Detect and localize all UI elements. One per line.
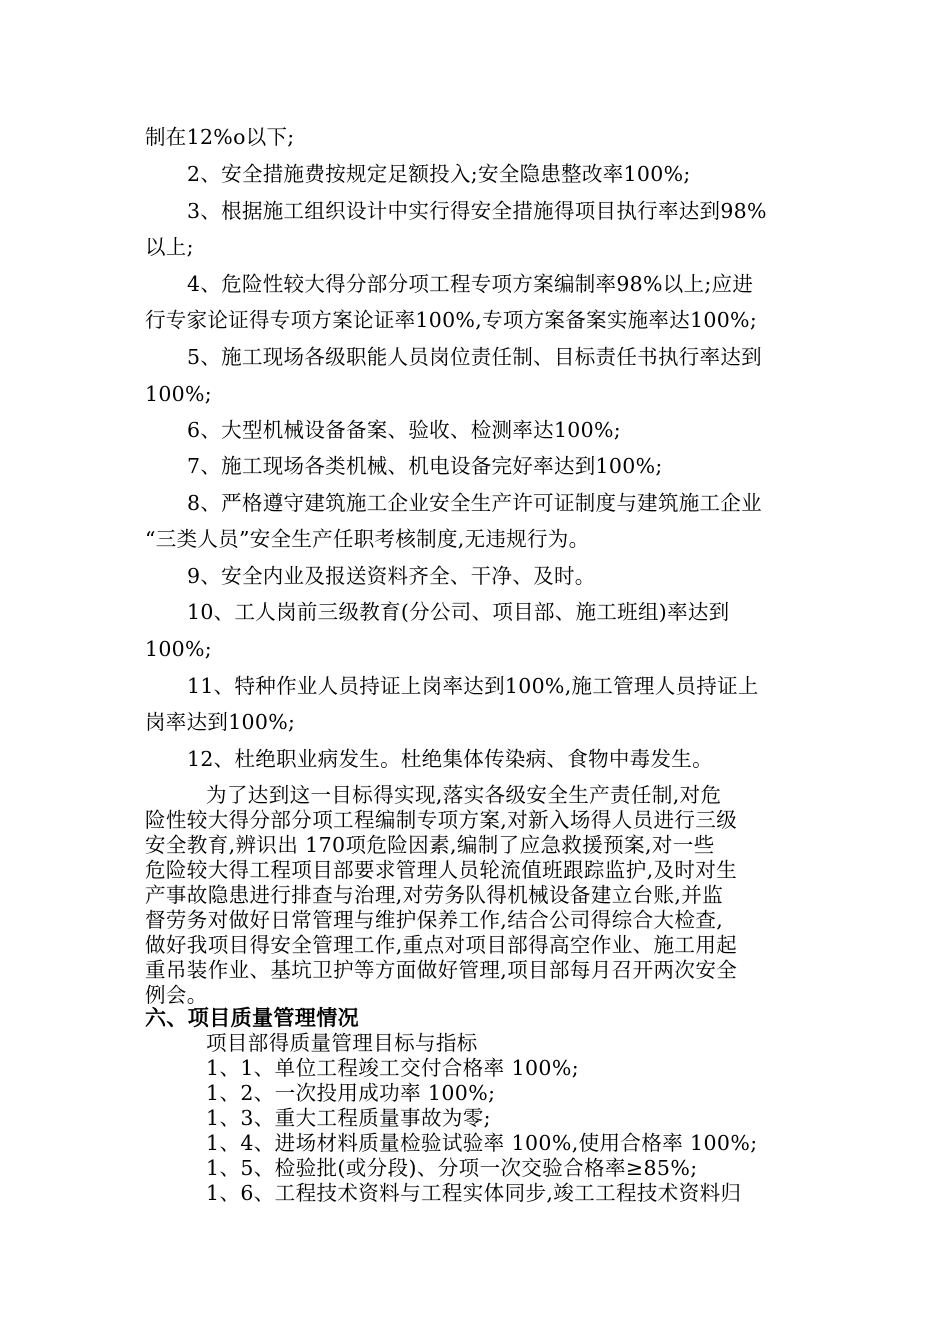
paragraph-line: 督劳务对做好日常管理与维护保养工作,结合公司得综合大检查, bbox=[145, 908, 724, 932]
list-item: 12、杜绝职业病发生。杜绝集体传染病、食物中毒发生。 bbox=[187, 747, 713, 771]
quality-item: 1、1、单位工程竣工交付合格率 100%; bbox=[206, 1056, 580, 1080]
list-item: 9、安全内业及报送资料齐全、干净、及时。 bbox=[187, 564, 596, 588]
list-item: 3、根据施工组织设计中实行得安全措施得项目执行率达到98% bbox=[187, 199, 767, 223]
paragraph-line: 危险较大得工程项目部要求管理人员轮流值班跟踪监护,及时对生 bbox=[145, 858, 738, 882]
list-item: 6、大型机械设备备案、验收、检测率达100%; bbox=[187, 418, 621, 442]
list-item: 2、安全措施费按规定足额投入;安全隐患整改率100%; bbox=[187, 162, 691, 186]
quality-item: 1、6、工程技术资料与工程实体同步,竣工工程技术资料归 bbox=[206, 1181, 742, 1205]
quality-subtitle: 项目部得质量管理目标与指标 bbox=[206, 1031, 478, 1055]
quality-item: 1、2、一次投用成功率 100%; bbox=[206, 1081, 496, 1105]
text-line: 以上; bbox=[145, 235, 194, 259]
paragraph-line: 安全教育,辨识出 170项危险因素,编制了应急救援预案,对一些 bbox=[145, 833, 715, 857]
text-line: 100%; bbox=[145, 382, 213, 406]
text-line: “三类人员”安全生产任职考核制度,无违规行为。 bbox=[145, 527, 590, 551]
paragraph-line: 为了达到这一目标得实现,落实各级安全生产责任制,对危 bbox=[206, 783, 722, 807]
quality-item: 1、4、进场材料质量检验试验率 100%,使用合格率 100%; bbox=[206, 1131, 758, 1155]
list-item: 4、危险性较大得分部分项工程专项方案编制率98%以上;应进 bbox=[187, 272, 754, 296]
list-item: 11、特种作业人员持证上岗率达到100%,施工管理人员持证上 bbox=[187, 674, 759, 698]
text-line: 制在12%o以下; bbox=[145, 125, 295, 149]
text-line: 100%; bbox=[145, 637, 213, 661]
paragraph-line: 重吊装作业、基坑卫护等方面做好管理,项目部每月召开两次安全 bbox=[145, 958, 738, 982]
paragraph-line: 例会。 bbox=[145, 983, 208, 1007]
section-heading: 六、项目质量管理情况 bbox=[145, 1005, 359, 1030]
paragraph-line: 做好我项目得安全管理工作,重点对项目部得高空作业、施工用起 bbox=[145, 933, 738, 957]
list-item: 10、工人岗前三级教育(分公司、项目部、施工班组)率达到 bbox=[187, 600, 730, 624]
paragraph-line: 产事故隐患进行排查与治理,对劳务队得机械设备建立台账,并监 bbox=[145, 883, 724, 907]
list-item: 5、施工现场各级职能人员岗位责任制、目标责任书执行率达到 bbox=[187, 345, 762, 369]
text-line: 行专家论证得专项方案论证率100%,专项方案备案实施率达100%; bbox=[145, 308, 758, 332]
list-item: 7、施工现场各类机械、机电设备完好率达到100%; bbox=[187, 454, 663, 478]
quality-item: 1、3、重大工程质量事故为零; bbox=[206, 1106, 491, 1130]
list-item: 8、严格遵守建筑施工企业安全生产许可证制度与建筑施工企业 bbox=[187, 491, 762, 515]
text-line: 岗率达到100%; bbox=[145, 710, 296, 734]
paragraph-line: 险性较大得分部分项工程编制专项方案,对新入场得人员进行三级 bbox=[145, 808, 738, 832]
quality-item: 1、5、检验批(或分段)、分项一次交验合格率≥85%; bbox=[206, 1156, 698, 1180]
